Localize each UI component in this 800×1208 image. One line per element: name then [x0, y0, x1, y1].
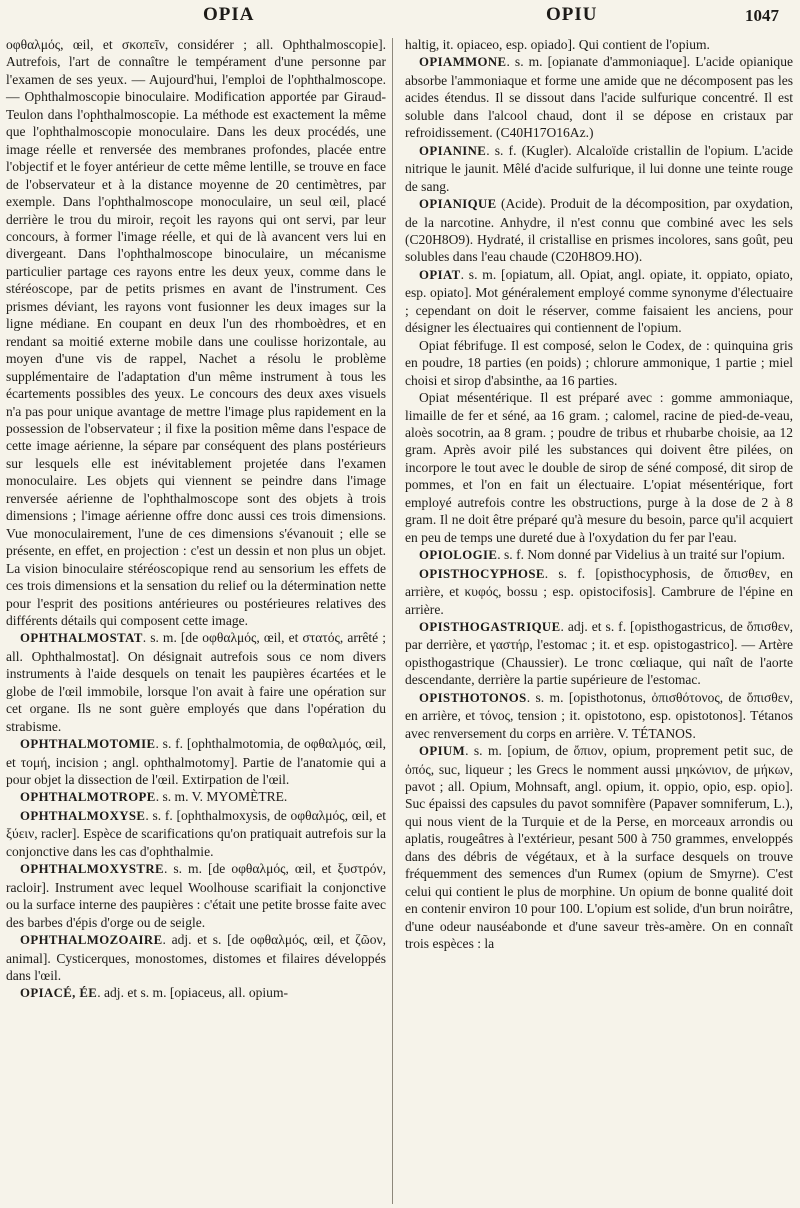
entry-opiace: OPIACÉ, ÉE. adj. et s. m. [opiaceus, all. opium-: [20, 985, 288, 1001]
headword: OPIOLOGIE: [419, 548, 498, 563]
headword: OPIACÉ, ÉE: [20, 986, 98, 1001]
headword: OPHTHALMOTOMIE: [20, 737, 156, 752]
running-head-right: OPIU: [546, 4, 598, 25]
entry-opium: OPIUM. s. m. [opium, de ὄπιον, opium, proprement petit suc, de ὀπός, suc, liqueur ; les Grecs le nomment aussi μηκώνιον, de μήκων, pavot ; all. Opium, Mohnsaft, angl. opium, it. oppio, opio, esp. opio]. Suc épaissi des capsules du pavot somnifère (Papaver somniferum, L.), qui nous vient de la Turquie et de la Perse, en morceaux arrondis ou aplatis, rougeâtres à l'extérieur, pesant 500 à 750 grammes, enveloppés dans des débris de végétaux, et à la surface desquels on trouve fréquemment des semences d'un Rumex (opium de Smyrne). C'est celui qui contient le plus de morphine. Un opium de bonne qualité doit en contenir environ 10 pour 100. L'opium est solide, d'un brun noirâtre, d'une odeur nauséabonde et d'une saveur très-amère. On en connaît trois espèces : la: [405, 743, 793, 952]
entry-opianine: OPIANINE. s. f. (Kugler). Alcaloïde cristallin de l'opium. L'acide nitrique le jaunit. Mêlé d'acide sulfurique, il lui donne une teinte rouge de sang.: [405, 142, 793, 194]
entry-ophthalmotomie: OPHTHALMOTOMIE. s. f. [ophthalmotomia, de οφθαλμός, œil, et τομή, incision ; angl. ophthalmotomy]. Partie de l'anatomie qui a pour objet la dissection de l'œil. Extirpation de l'œil.: [6, 736, 386, 788]
entry-ophthalmostat: OPHTHALMOSTAT. s. m. [de οφθαλμός, œil, et στατός, arrêté ; all. Ophthalmostat]. On désignait autrefois sous ce nom divers instruments à l'aide desquels on tenait les paupières écartées et le globe de l'œil immobile, lorsque l'on avait à faire une opération sur cet organe. Ils ne sont guère employés que dans l'opération du strabisme.: [6, 630, 386, 734]
entry-ophthalmotrope: OPHTHALMOTROPE. s. m. V. MYOMÈTRE.: [20, 789, 288, 805]
entry-opiat-febrifuge: Opiat fébrifuge. Il est composé, selon le Codex, de : quinquina gris en poudre, 18 parties (en poids) ; chlorure ammonique, 1 partie ; miel choisi et sirop d'absinthe, aa 16 parties.: [405, 337, 793, 388]
headword: OPIUM: [419, 744, 466, 759]
headword: OPISTHOCYPHOSE: [419, 566, 545, 581]
entry-opisthotonos: OPISTHOTONOS. s. m. [opisthotonus, ὀπισθότονος, de ὄπισθεν, en arrière, et τόνος, tension ; it. opistotono, esp. opistotonos]. Tétanos avec renversement du corps en arrière. V. TÉTANOS.: [405, 689, 793, 741]
headword: OPIAMMONE: [419, 55, 507, 70]
headword: OPIAT: [419, 267, 461, 282]
headword: OPHTHALMOTROPE: [20, 790, 156, 805]
entry-opiat-mesenterique: Opiat mésentérique. Il est préparé avec : gomme ammoniaque, limaille de fer et séné, aa 16 gram. ; calomel, racine de pied-de-veau, aloès socotrin, aa 8 gram. ; poudre de tribus et rhubarbe choisie, aa 12 gram. Après avoir pilé les substances qui doivent être pilées, on incorpore le tout avec le double de sirop de séné composé, dit sirop de pommes, et l'on en fait un électuaire. L'opiat mésentérique, fort employé autrefois contre les obstructions, purge à la dose de 2 à 8 gram. Il ne doit être préparé qu'à mesure du besoin, parce qu'il acquiert en peu de temps une dureté due à l'oxydation du fer par l'eau.: [405, 390, 793, 545]
headword: OPHTHALMOSTAT: [20, 631, 143, 646]
headword: OPHTHALMOXYSE: [20, 808, 146, 823]
headword: OPHTHALMOZOAIRE: [20, 933, 163, 948]
entry-ophthalmoscopie-cont: οφθαλμός, œil, et σκοπεῖν, considérer ; all. Ophthalmoscopie]. Autrefois, l'art de connaître le tempérament d'une personne par l'examen de ses yeux. — Aujourd'hui, l'emploi de l'ophthalmoscope. — Ophthalmoscopie binoculaire. Modification apportée par Giraud-Teulon dans l'ophthalmoscopie. La méthode est exactement la même que l'ophthalmoscopie monoculaire. Dans les deux procédés, une image réelle et renversée des membranes profondes, placée entre l'objectif et le foyer antérieur de cette même lentille, se trouve en face de l'observateur et à la distance moyenne de 20 centimètres, par exemple. Dans l'ophthalmoscope monoculaire, un seul œil, placé derrière le trou du miroir, reçoit les rayons qui ont servi, par leur concours, à former l'image réelle, et qui de là avancent vers lui en divergeant. Dans l'ophthalmoscope binoculaire, un mécanisme particulier partage ces rayons entre les deux yeux, comme dans le stéréoscope, par de petits prismes en avant de l'instrument. Ces prismes déviant, les rayons vont fusionner les deux images sur la ligne médiane. En coupant en deux l'un des rhomboèdres, et en rendant sa moitié externe mobile dans une coulisse horizontale, au moyen d'une vis de rappel, Nachet a résolu le problème supplémentaire de l'adaptation d'un même instrument à tous les écartements possibles des yeux. Le concours des deux axes visuels n'a pas pour unique avantage de mettre l'image plus rapidement en la possession de l'observateur ; il fixe la position même dans l'espace de cette image aérienne, la sépare par conséquent des plans postérieurs sur lesquels elle est inévitablement projetée dans l'examen monoculaire. Les objets qui viennent se peindre dans l'image renversée aérienne de l'ophthalmoscope sont des objets à trois dimensions ; l'image aérienne offre donc aussi ces trois dimensions. Vue monoculairement, l'une de ces dimensions s'évanouit ; elle se présente, en effet, en projection : c'est un dessin et non plus un objet. La vision binoculaire stéréoscopique rend au sensorium les effets de ces trois dimensions et la sensation du relief ou la détermination nette pour l'esprit des positions antérieures ou postérieures relatives des différents détails qui composent cette image.: [6, 37, 386, 628]
headword: OPIANIQUE: [419, 197, 497, 212]
headword: OPISTHOTONOS: [419, 690, 527, 705]
left-column: [6, 36, 386, 1003]
entry-opiat: OPIAT. s. m. [opiatum, all. Opiat, angl. opiate, it. oppiato, opiato, esp. opiato]. Mot généralement employé comme synonyme d'électuaire ; cependant on doit le réserver, comme faisaient les anciens, pour désigner les électuaires qui contiennent de l'opium.: [405, 266, 793, 336]
entry-opiologie: OPIOLOGIE. s. f. Nom donné par Videlius à un traité sur l'opium.: [419, 547, 785, 563]
page-header: [0, 0, 800, 40]
entry-ophthalmoxyse: OPHTHALMOXYSE. s. f. [ophthalmoxysis, de οφθαλμός, œil, et ξύειν, racler]. Espèce de scarifications qu'on pratiquait autrefois sur la conjonctive dans les cas d'ophthalmie.: [6, 807, 386, 859]
page-number: 1047: [745, 6, 779, 25]
headword: OPHTHALMOXYSTRE: [20, 862, 164, 877]
column-divider: [392, 38, 393, 1204]
entry-opisthocyphose: OPISTHOCYPHOSE. s. f. [opisthocyphosis, de ὄπισθεν, en arrière, et κυφός, bossu ; esp. opistocifosis]. Cambrure de l'épine en arrière.: [405, 565, 793, 617]
running-head-left: OPIA: [203, 4, 255, 25]
entry-ophthalmoxystre: OPHTHALMOXYSTRE. s. m. [de οφθαλμός, œil, et ξυστρόν, racloir]. Instrument avec lequel Woolhouse scarifiait la conjonctive ou la surface interne des paupières : c'était une petite brosse faite avec des barbes d'épis d'orge ou de seigle.: [6, 861, 386, 930]
entry-opiammone: OPIAMMONE. s. m. [opianate d'ammoniaque]. L'acide opianique absorbe l'ammoniaque et forme une amide que ne décomposent pas les acides étendus. Il se dissout dans l'acide sulfurique concentré. Il est soluble dans l'alcool chaud, dont il se dépose en cristaux par refroidissement. (C40H17O16Az.): [405, 54, 793, 141]
headword: OPIANINE: [419, 143, 487, 158]
entry-opiace-cont: haltig, it. opiaceo, esp. opiado]. Qui contient de l'opium.: [405, 37, 710, 52]
entry-opisthogastrique: OPISTHOGASTRIQUE. adj. et s. f. [opisthogastricus, de ὄπισθεν, par derrière, et γαστήρ, l'estomac ; it. et esp. opistogastrico]. — Artère opisthogastrique (Chaussier). Le tronc cœliaque, qui naît de l'aorte descendante, derrière la partie supérieure de l'estomac.: [405, 618, 793, 688]
entry-ophthalmozoaire: OPHTHALMOZOAIRE. adj. et s. [de οφθαλμός, œil, et ζῶον, animal]. Cysticerques, monostomes, distomes et filaires développés dans l'œil.: [6, 932, 386, 984]
headword: OPISTHOGASTRIQUE: [419, 619, 561, 634]
right-column: [405, 36, 793, 953]
entry-opianique: OPIANIQUE (Acide). Produit de la décomposition, par oxydation, de la narcotine. Anhydre, il n'est connu que combiné avec les sels (C20H8O9). Hydraté, il cristallise en prismes incolores, sans goût, peu solubles dans l'eau chaude (C20H8O9.HO).: [405, 196, 793, 265]
